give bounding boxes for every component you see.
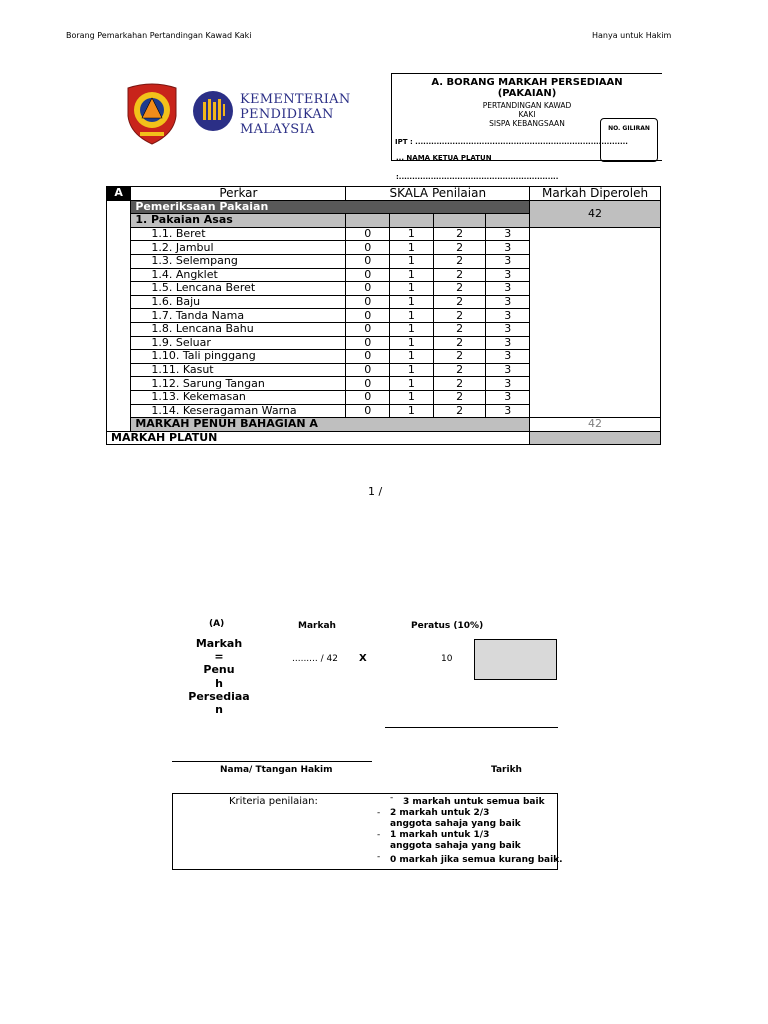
- item-label: 1.4. Angklet: [131, 268, 346, 282]
- scoring-table: [106, 186, 661, 445]
- scale-option-3[interactable]: 3: [486, 390, 530, 404]
- scale-option-2[interactable]: 2: [433, 363, 486, 377]
- table-row: [107, 227, 661, 241]
- col-a-header: A: [107, 187, 131, 201]
- formula-line-3: Penu: [203, 663, 235, 677]
- scale-option-0[interactable]: 0: [346, 350, 390, 364]
- scale-option-2[interactable]: 2: [433, 350, 486, 364]
- scale-option-2[interactable]: 2: [433, 227, 486, 241]
- table-header-row: [107, 187, 661, 201]
- item-label: 1.5. Lencana Beret: [131, 282, 346, 296]
- scale-option-1[interactable]: 1: [390, 309, 434, 323]
- scale-option-0[interactable]: 0: [346, 363, 390, 377]
- formula-line-2: =: [214, 650, 224, 664]
- scale-option-1[interactable]: 1: [390, 390, 434, 404]
- scale-option-3[interactable]: 3: [486, 268, 530, 282]
- formula-left-label: [184, 637, 254, 716]
- scale-option-0[interactable]: 0: [346, 227, 390, 241]
- scale-option-0[interactable]: 0: [346, 295, 390, 309]
- scale-option-0[interactable]: 0: [346, 390, 390, 404]
- signature-name-label: Nama/ Ttangan Hakim: [220, 765, 333, 775]
- subsection-title: 1. Pakaian Asas: [131, 214, 346, 228]
- scale-option-0[interactable]: 0: [346, 282, 390, 296]
- scale-option-3[interactable]: 3: [486, 336, 530, 350]
- scale-option-2[interactable]: 2: [433, 336, 486, 350]
- scale-option-1[interactable]: 1: [390, 254, 434, 268]
- scale-option-1[interactable]: 1: [390, 336, 434, 350]
- formula-times: X: [359, 653, 367, 664]
- scale-option-2[interactable]: 2: [433, 282, 486, 296]
- item-label: 1.10. Tali pinggang: [131, 350, 346, 364]
- shield-emblem-icon: [124, 82, 180, 146]
- bullet-icon: -: [390, 793, 394, 803]
- scale-option-3[interactable]: 3: [486, 322, 530, 336]
- scale-option-3[interactable]: 3: [486, 282, 530, 296]
- scale-option-2[interactable]: 2: [433, 322, 486, 336]
- ipt-field[interactable]: IPT : ................................................................................: [395, 138, 628, 146]
- page-number: 1 /: [368, 485, 383, 498]
- form-title-1: A. BORANG MARKAH PERSEDIAAN: [431, 77, 623, 88]
- formula-a-label: (A): [209, 619, 225, 629]
- nama-ketua-field[interactable]: :............................................................: [396, 173, 559, 181]
- scale-option-2[interactable]: 2: [433, 404, 486, 418]
- platun-label: MARKAH PLATUN: [107, 431, 530, 445]
- scale-option-3[interactable]: 3: [486, 377, 530, 391]
- formula-dots[interactable]: ......... / 42: [292, 654, 338, 664]
- scale-option-2[interactable]: 2: [433, 377, 486, 391]
- kpm-text-1: KEMENTERIAN: [240, 92, 351, 107]
- item-label: 1.11. Kasut: [131, 363, 346, 377]
- markah-cell[interactable]: [530, 227, 661, 417]
- criteria-line-1: 3 markah untuk semua baik: [403, 797, 545, 807]
- kpm-text-2: PENDIDIKAN: [240, 107, 334, 122]
- scale-option-2[interactable]: 2: [433, 309, 486, 323]
- criteria-label: Kriteria penilaian:: [229, 796, 318, 807]
- scale-option-0[interactable]: 0: [346, 268, 390, 282]
- penuh-row: [107, 418, 661, 432]
- scale-option-2[interactable]: 2: [433, 254, 486, 268]
- formula-result-box[interactable]: [474, 639, 557, 680]
- bullet-icon: -: [377, 852, 381, 862]
- kpm-text-3: MALAYSIA: [240, 122, 315, 137]
- penuh-label: MARKAH PENUH BAHAGIAN A: [131, 418, 530, 432]
- penuh-value: 42: [530, 418, 661, 432]
- scale-option-1[interactable]: 1: [390, 282, 434, 296]
- scale-option-3[interactable]: 3: [486, 309, 530, 323]
- formula-peratus-label: Peratus (10%): [411, 621, 484, 631]
- scale-option-3[interactable]: 3: [486, 350, 530, 364]
- formula-ten: 10: [441, 654, 453, 664]
- col-markah-header: Markah Diperoleh: [530, 187, 661, 201]
- scale-option-1[interactable]: 1: [390, 404, 434, 418]
- platun-row: [107, 431, 661, 445]
- formula-line-6: n: [215, 703, 223, 717]
- signature-date-label: Tarikh: [491, 765, 522, 775]
- item-label: 1.3. Selempang: [131, 254, 346, 268]
- kpm-wordmark: [240, 92, 351, 137]
- scale-option-0[interactable]: 0: [346, 254, 390, 268]
- scale-option-1[interactable]: 1: [390, 377, 434, 391]
- scale-option-2[interactable]: 2: [433, 241, 486, 255]
- bullet-icon: -: [377, 808, 381, 818]
- item-label: 1.1. Beret: [131, 227, 346, 241]
- signature-line: [172, 761, 372, 762]
- scale-option-1[interactable]: 1: [390, 227, 434, 241]
- scale-option-2[interactable]: 2: [433, 268, 486, 282]
- scale-option-3[interactable]: 3: [486, 404, 530, 418]
- scale-option-0[interactable]: 0: [346, 309, 390, 323]
- item-label: 1.8. Lencana Bahu: [131, 322, 346, 336]
- item-label: 1.7. Tanda Nama: [131, 309, 346, 323]
- scale-option-1[interactable]: 1: [390, 268, 434, 282]
- scale-option-0[interactable]: 0: [346, 404, 390, 418]
- formula-line-1: Markah: [195, 637, 243, 650]
- scale-option-3[interactable]: 3: [486, 295, 530, 309]
- item-label: 1.14. Keseragaman Warna: [131, 404, 346, 418]
- kpm-logo-icon: [192, 90, 234, 132]
- criteria-line-3: anggota sahaja yang baik: [390, 819, 521, 829]
- scale-option-0[interactable]: 0: [346, 336, 390, 350]
- criteria-line-4: 1 markah untuk 1/3: [390, 830, 490, 840]
- scale-option-3[interactable]: 3: [486, 363, 530, 377]
- nama-ketua-label: ... NAMA KETUA PLATUN: [396, 154, 492, 162]
- scale-option-3[interactable]: 3: [486, 254, 530, 268]
- item-label: 1.12. Sarung Tangan: [131, 377, 346, 391]
- section-title: Pemeriksaan Pakaian: [131, 200, 530, 214]
- scale-option-0[interactable]: 0: [346, 377, 390, 391]
- form-sub-3: SISPA KEBANGSAAN: [489, 119, 565, 128]
- formula-markah-label: Markah: [298, 621, 336, 631]
- scale-option-1[interactable]: 1: [390, 350, 434, 364]
- item-label: 1.6. Baju: [131, 295, 346, 309]
- scale-option-0[interactable]: 0: [346, 241, 390, 255]
- criteria-line-2: 2 markah untuk 2/3: [390, 808, 490, 818]
- formula-line-5: Persediaa: [188, 689, 250, 703]
- score-top: 42: [530, 200, 661, 227]
- form-title-2: (PAKAIAN): [497, 88, 557, 99]
- scale-option-2[interactable]: 2: [433, 295, 486, 309]
- criteria-line-6: 0 markah jika semua kurang baik.: [390, 855, 563, 865]
- scale-option-3[interactable]: 3: [486, 241, 530, 255]
- criteria-line-5: anggota sahaja yang baik: [390, 841, 521, 851]
- platun-value[interactable]: [530, 431, 661, 445]
- bullet-icon: -: [377, 830, 381, 840]
- scale-option-2[interactable]: 2: [433, 390, 486, 404]
- result-underline: [385, 727, 558, 728]
- scale-option-0[interactable]: 0: [346, 322, 390, 336]
- col-skala-header: SKALA Penilaian: [346, 187, 530, 201]
- scale-option-1[interactable]: 1: [390, 363, 434, 377]
- scale-option-3[interactable]: 3: [486, 227, 530, 241]
- form-sub-1: PERTANDINGAN KAWAD: [482, 101, 572, 110]
- item-label: 1.9. Seluar: [131, 336, 346, 350]
- formula-line-4: h: [215, 676, 223, 690]
- item-label: 1.13. Kekemasan: [131, 390, 346, 404]
- item-label: 1.2. Jambul: [131, 241, 346, 255]
- page-header-left: Borang Pemarkahan Pertandingan Kawad Kaki: [66, 31, 252, 40]
- section-row: [107, 200, 661, 214]
- no-giliran-box[interactable]: NO. GILIRAN: [600, 118, 658, 162]
- col-perkar-header: Perkar: [131, 187, 346, 201]
- page-header-right: Hanya untuk Hakim: [592, 31, 672, 40]
- scale-option-1[interactable]: 1: [390, 241, 434, 255]
- scale-option-1[interactable]: 1: [390, 322, 434, 336]
- scale-option-1[interactable]: 1: [390, 295, 434, 309]
- form-sub-2: KAKI: [518, 110, 536, 119]
